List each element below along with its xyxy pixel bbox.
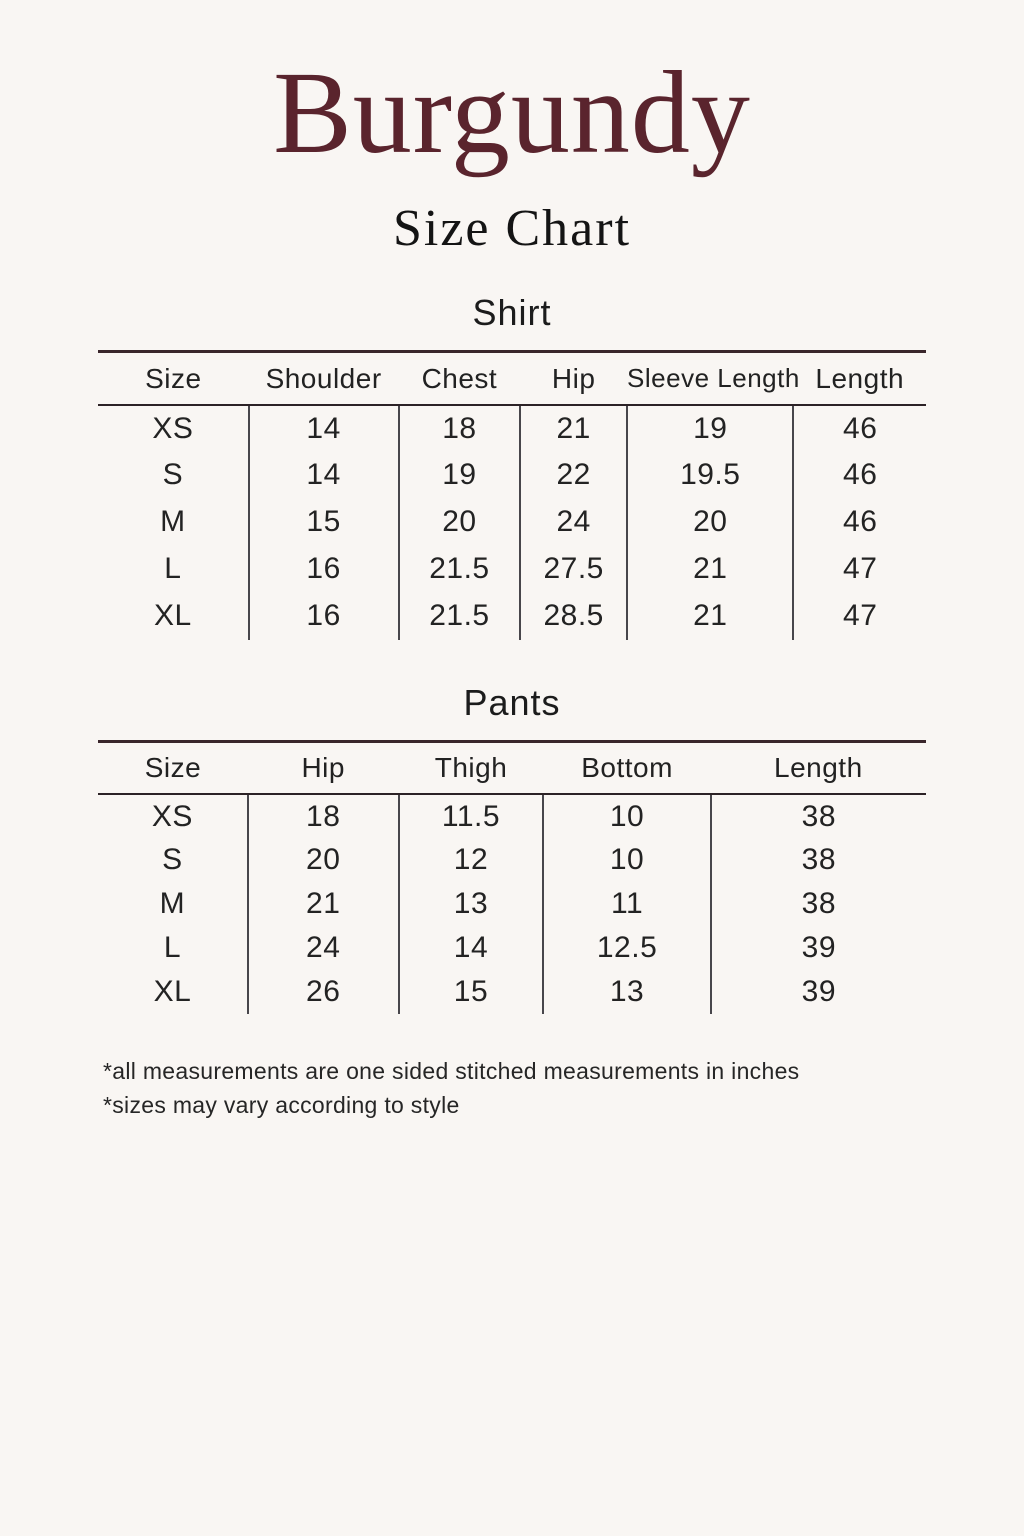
table-cell: 12 [399,838,544,882]
table-cell: 19 [627,405,793,452]
column-header: Shoulder [249,352,399,405]
table-cell: 46 [793,452,926,499]
table-cell: 16 [249,593,399,640]
table-cell: 26 [248,970,399,1014]
table-cell: 20 [627,499,793,546]
column-header: Sleeve Length [627,352,793,405]
table-cell: 20 [399,499,521,546]
table-cell: 39 [711,970,926,1014]
table-cell: L [164,552,182,586]
table-cell: 24 [520,499,627,546]
table-cell: 28.5 [520,593,627,640]
table-cell: M [159,887,186,921]
column-header: Length [793,352,926,405]
table-cell: L [163,931,182,965]
column-header: Length [711,741,926,794]
table-cell: 24 [248,926,399,970]
table-cell: 21.5 [399,593,521,640]
table-cell: S [162,843,183,877]
pants-table-head [98,741,926,794]
shirt-section-title: Shirt [472,292,552,334]
note-measurements: *all measurements are one sided stitched measurements in inches [103,1058,800,1085]
table-cell: 13 [399,882,544,926]
table-row [98,970,926,1014]
table-cell: 10 [543,794,710,838]
column-header: Hip [248,741,399,794]
table-row [98,794,926,838]
table-cell: 47 [793,593,926,640]
table-cell: 21 [627,593,793,640]
table-cell: 46 [793,405,926,452]
table-row [98,452,926,499]
table-row [98,499,926,546]
table-cell: S [162,458,184,492]
column-header: Chest [399,352,521,405]
column-header: Size [98,352,249,405]
table-cell: 38 [711,882,926,926]
table-header-row [98,741,926,794]
table-cell: 14 [249,452,399,499]
table-cell: 19.5 [627,452,793,499]
table-cell: 14 [399,926,544,970]
pants-section [0,682,1024,1015]
column-header: Thigh [399,741,544,794]
table-cell: M [160,505,186,539]
note-size-variance: *sizes may vary according to style [103,1092,460,1119]
table-cell: XL [153,975,192,1009]
table-cell: 16 [249,546,399,593]
table-cell: 38 [711,794,926,838]
table-cell: 18 [248,794,399,838]
table-cell: 21.5 [399,546,521,593]
table-cell: 20 [248,838,399,882]
column-header: Bottom [543,741,710,794]
shirt-table-body [98,405,926,640]
table-row [98,593,926,640]
column-header: Size [98,741,248,794]
table-row [98,546,926,593]
table-row [98,405,926,452]
shirt-table-head [98,352,926,405]
footnotes [103,1054,1024,1122]
table-row [98,838,926,882]
table-cell: 39 [711,926,926,970]
table-cell: 15 [399,970,544,1014]
table-cell: 47 [793,546,926,593]
column-header: Hip [520,352,627,405]
table-cell: 21 [248,882,399,926]
brand-logo: Burgundy [273,47,751,178]
pants-section-title: Pants [463,681,561,723]
table-cell: XL [153,599,192,633]
table-cell: XS [151,799,193,833]
table-cell: 18 [399,405,521,452]
shirt-section [0,292,1024,640]
table-cell: 12.5 [543,926,710,970]
table-header-row [98,352,926,405]
pants-table-body [98,794,926,1014]
table-row [98,926,926,970]
table-row [98,882,926,926]
shirt-size-table [98,350,926,640]
table-cell: 11 [543,882,710,926]
table-cell: 10 [543,838,710,882]
table-cell: XS [152,411,194,445]
table-cell: 15 [249,499,399,546]
table-cell: 14 [249,405,399,452]
table-cell: 38 [711,838,926,882]
table-cell: 13 [543,970,710,1014]
pants-size-table [98,740,926,1015]
table-cell: 11.5 [399,794,544,838]
table-cell: 27.5 [520,546,627,593]
table-cell: 19 [399,452,521,499]
table-cell: 21 [627,546,793,593]
table-cell: 21 [520,405,627,452]
table-cell: 22 [520,452,627,499]
page-title: Size Chart [392,199,632,257]
table-cell: 46 [793,499,926,546]
